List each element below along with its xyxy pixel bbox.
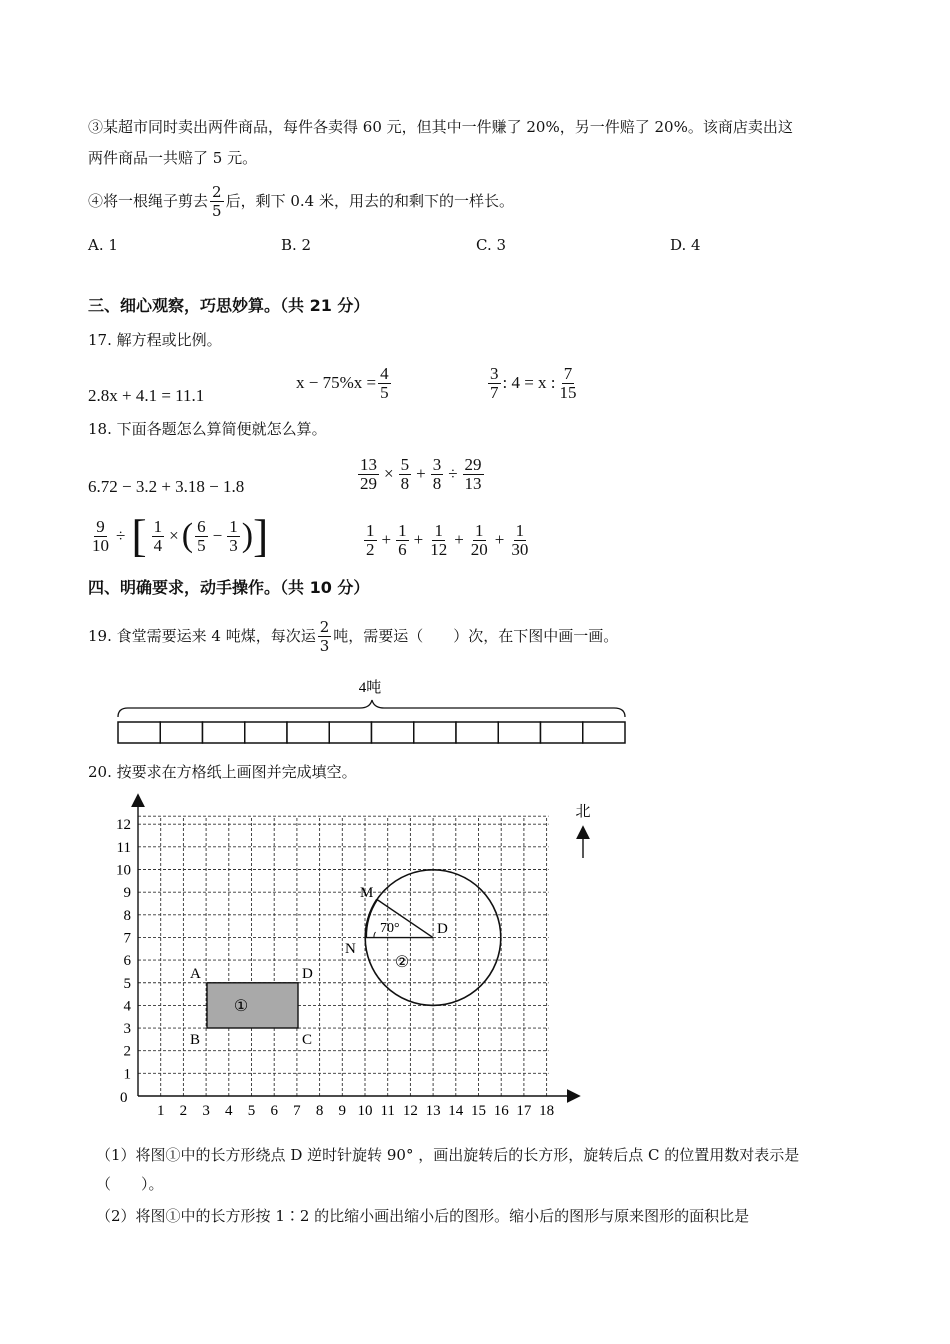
x-tick-label: 14 <box>448 1103 464 1119</box>
q18-label: 18. 下面各题怎么算简便就怎么算。 <box>88 420 327 438</box>
bar-cell[interactable] <box>456 722 498 743</box>
x-tick-label: 1 <box>156 1103 165 1119</box>
bar-cell[interactable] <box>329 722 371 743</box>
point-n-label: N <box>345 941 356 957</box>
bar-cell[interactable] <box>498 722 540 743</box>
x-tick-label: 18 <box>539 1103 555 1119</box>
x-tick-label: 2 <box>179 1103 188 1119</box>
origin-label: 0 <box>120 1090 128 1106</box>
q16-option-b: B. 2 <box>281 236 312 254</box>
q16-item4 <box>88 180 514 222</box>
point-c-label: C <box>302 1032 313 1048</box>
x-tick-label: 4 <box>225 1103 233 1119</box>
x-tick-label: 6 <box>270 1103 278 1119</box>
figure-2-label: ② <box>394 954 410 971</box>
q18-expression-1: 6.72 − 3.2 + 3.18 − 1.8 <box>88 477 245 496</box>
bar-cell[interactable] <box>118 722 160 743</box>
y-tick-label: 6 <box>123 953 131 970</box>
q17-equation-1: 2.8x + 4.1 = 11.1 <box>88 386 205 405</box>
x-tick-label: 7 <box>293 1103 301 1119</box>
bar-cell[interactable] <box>160 722 202 743</box>
y-tick-label: 2 <box>123 1043 131 1060</box>
q20-part1-line2: （ ）。 <box>96 1175 164 1193</box>
angle-label: 70° <box>380 921 400 936</box>
bar-cell[interactable] <box>372 722 414 743</box>
rectangle-figure-1[interactable] <box>207 983 298 1028</box>
x-tick-label: 15 <box>471 1103 486 1119</box>
point-d-label: D <box>302 966 313 982</box>
y-axis-ticks <box>116 817 132 1082</box>
point-a-label: A <box>190 966 201 982</box>
q17-label: 17. 解方程或比例。 <box>88 331 222 349</box>
north-label: 北 <box>575 802 591 820</box>
q16-option-a: A. 1 <box>88 236 118 254</box>
bar-cell[interactable] <box>245 722 287 743</box>
q18-expression-3: $\frac{9}{10}$ ÷ [ $\frac{1}{4}$ × ( 6 5 − $\frac{1}{3}$ ) ] <box>92 510 269 561</box>
x-tick-label: 12 <box>402 1103 418 1119</box>
q19-prompt: 19. 食堂需要运来 4 吨煤，每次运 2 3 吨，需要运（ ）次，在下图中画一画。 <box>88 617 619 655</box>
bar-cell[interactable] <box>583 722 625 743</box>
arc-mn <box>366 900 377 938</box>
q16-item3-line2: 两件商品一共赔了 5 元。 <box>88 149 258 167</box>
q16-option-c: C. 3 <box>476 236 507 254</box>
x-axis-ticks <box>157 1103 554 1119</box>
q20-part1-line1: （1）将图①中的长方形绕点 D 逆时针旋转 90° ，画出旋转后的长方形，旋转后点 C 的位置用数对表示是 <box>96 1146 800 1164</box>
section3-title: 三、细心观察，巧思妙算。（共 21 分） <box>88 296 370 315</box>
y-tick-label: 1 <box>123 1066 131 1083</box>
q18-expression-4: 1 2 + $\frac{1}{6}$ + $\frac{1}{12}$ + $\frac{1}{20}$ + $\frac{1}{30}$ <box>366 520 529 559</box>
x-tick-label: 10 <box>357 1103 373 1119</box>
point-m-label: M <box>360 885 374 901</box>
q20-label: 20. 按要求在方格纸上画图并完成填空。 <box>88 763 357 781</box>
y-tick-label: 10 <box>116 862 131 879</box>
bar-cell[interactable] <box>541 722 583 743</box>
y-tick-label: 3 <box>123 1021 131 1038</box>
y-tick-label: 5 <box>123 975 131 992</box>
y-tick-label: 9 <box>123 885 131 902</box>
q19-bar-cells[interactable] <box>118 722 625 743</box>
bar-cell[interactable] <box>287 722 329 743</box>
q16-item3-line1: ③某超市同时卖出两件商品，每件各卖得 60 元，但其中一件赚了 20%，另一件赔了 20%。该商店卖出这 <box>88 118 793 136</box>
q16-item4-fraction: 2 5 <box>212 182 222 220</box>
q18-expression-2: $\frac{13}{29}$ × $\frac{5}{8}$ + $\frac{3}{8}$ ÷ $\frac{29}{13}$ <box>360 454 482 493</box>
q19-brace <box>118 700 625 717</box>
angle-mark <box>374 932 376 938</box>
q16-item4-post: 后，剩下 0.4 米，用去的和剩下的一样长。 <box>225 192 514 210</box>
y-tick-label: 8 <box>123 907 131 924</box>
x-tick-label: 16 <box>493 1103 509 1119</box>
x-tick-label: 5 <box>247 1103 256 1119</box>
q17-equation-3: 3 7 : 4 = x : 7 15 <box>490 363 577 402</box>
y-tick-label: 4 <box>123 998 131 1015</box>
q17-equation-2: x − 75%x = $\frac{4}{5}$ <box>296 363 389 402</box>
point-b-label: B <box>190 1032 201 1048</box>
x-tick-label: 13 <box>425 1103 441 1119</box>
point-d-circle-label: D <box>437 921 448 937</box>
q19-bar-label: 4吨 <box>358 680 382 696</box>
bar-cell[interactable] <box>203 722 245 743</box>
x-tick-label: 9 <box>338 1103 347 1119</box>
y-tick-label: 11 <box>116 839 131 856</box>
q20-grid-figure <box>0 790 950 1120</box>
q20-part2-line1: （2）将图①中的长方形按 1∶2 的比缩小画出缩小后的图形。缩小后的图形与原来图形的面积比是 <box>96 1207 750 1225</box>
x-tick-label: 3 <box>202 1103 210 1119</box>
q16-item4-pre: ④将一根绳子剪去 <box>88 192 209 210</box>
bar-cell[interactable] <box>414 722 456 743</box>
y-tick-label: 12 <box>116 817 131 834</box>
q19-bar-diagram <box>0 670 950 760</box>
x-tick-label: 11 <box>380 1103 395 1119</box>
x-tick-label: 8 <box>315 1103 324 1119</box>
section4-title: 四、明确要求，动手操作。（共 10 分） <box>88 578 370 597</box>
figure-1-label: ① <box>233 998 249 1015</box>
q16-option-d: D. 4 <box>670 236 701 254</box>
grid-paper[interactable] <box>138 816 549 1096</box>
x-tick-label: 17 <box>516 1103 532 1119</box>
y-tick-label: 7 <box>123 930 131 947</box>
